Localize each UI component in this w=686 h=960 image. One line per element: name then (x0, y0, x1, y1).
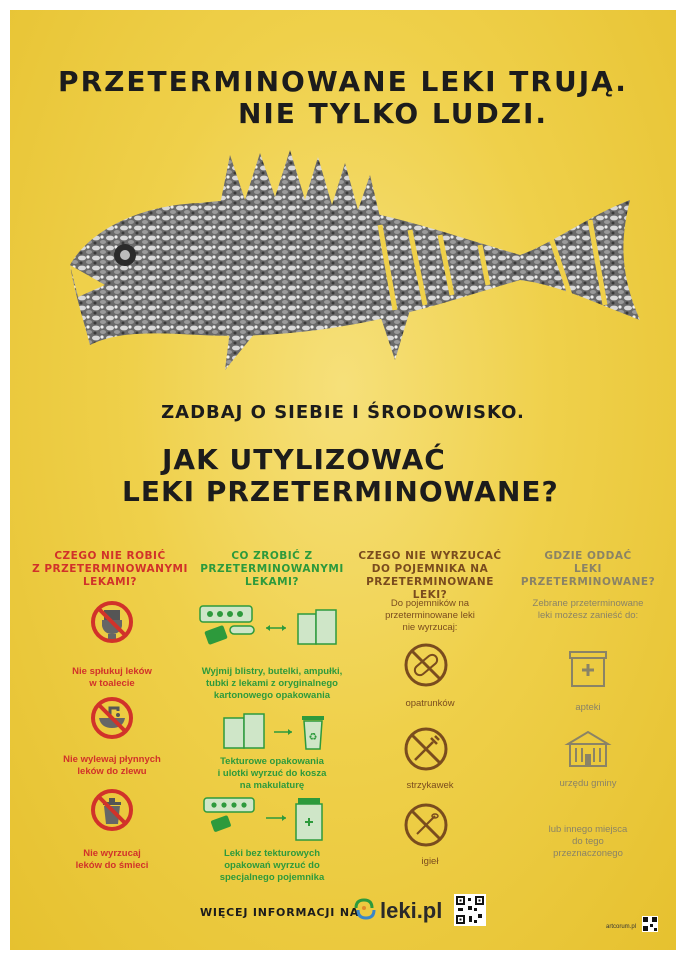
text-line: tubki z lekami z oryginalnego (206, 678, 338, 689)
town-hall-icon (562, 728, 614, 772)
column-where-title (508, 550, 668, 589)
text-line: Zebrane przeterminowane (532, 598, 644, 609)
unpack-medicines-icon (196, 600, 346, 656)
not-in-container-item-1-text: opatrunków (405, 698, 455, 709)
small-qr-code-icon (642, 916, 658, 932)
column-do-title-line: CO ZROBIĆ Z (231, 550, 313, 562)
text-line: Nie wylewaj płynnych (63, 754, 161, 765)
column-dont-title-line: LEKAMI? (82, 576, 138, 588)
text-line: lub innego miejsca (548, 824, 628, 835)
column-title-line: PRZETERMINOWANE? (520, 576, 656, 588)
text-line: i ulotki wyrzuć do kosza (217, 768, 327, 779)
footer (10, 892, 676, 942)
no-trash-icon (90, 788, 134, 832)
medicine-container-icon (200, 794, 340, 844)
not-in-container-item-3-text: igieł (421, 856, 439, 867)
not-in-container-item-2-text: strzykawek (406, 780, 454, 791)
where-intro (518, 598, 658, 622)
column-title-line: PRZETERMINOWANE LEKI? (366, 576, 494, 601)
text-line: przeznaczonego (553, 848, 623, 859)
text-line: Tekturowe opakowania (220, 756, 324, 767)
text-line: leków do zlewu (77, 766, 147, 777)
main-title (122, 444, 559, 508)
text-line: specjalnego pojemnika (219, 872, 325, 883)
main-title-line2: LEKI PRZETERMINOWANE? (122, 475, 559, 508)
not-in-container-intro (360, 598, 500, 634)
text-line: w toalecie (89, 678, 135, 689)
no-sink-icon (90, 696, 134, 740)
text-line: Do pojemników na (390, 598, 470, 609)
do-item-2-text (198, 756, 346, 792)
column-title-line: GDZIE ODDAĆ (544, 550, 632, 562)
text-line: kartonowego opakowania (213, 690, 331, 701)
column-title-line: CZEGO NIE WYRZUCAĆ (358, 550, 502, 562)
headline (10, 66, 676, 130)
column-title-line: DO POJEMNIKA NA (371, 563, 489, 575)
column-do-title-line: PRZETERMINOWANYMI (200, 563, 344, 575)
column-dont-title (30, 550, 190, 589)
do-item-1-text (188, 666, 356, 702)
column-do-title-line: LEKAMI? (244, 576, 300, 588)
do-item-3-text (198, 848, 346, 884)
headline-line2: NIE TYLKO LUDZI. (237, 97, 549, 130)
column-dont-title-line: CZEGO NIE ROBIĆ (54, 550, 166, 562)
text-line: leków do śmieci (75, 860, 149, 871)
dont-item-2-text (60, 754, 164, 778)
column-dont-title-line: Z PRZETERMINOWANYMI (32, 563, 188, 575)
text-line: Wyjmij blistry, butelki, ampułki, (201, 666, 343, 677)
brand-name[interactable]: leki.pl (380, 898, 443, 923)
pharmacy-icon (564, 646, 612, 690)
poster (10, 10, 676, 950)
text-line: na makulaturę (239, 780, 305, 791)
no-needle-icon (403, 802, 449, 848)
recycle-bin-icon (220, 710, 340, 754)
headline-line1: PRZETERMINOWANE LEKI TRUJĄ. (58, 65, 628, 98)
text-line: opakowań wyrzuć do (224, 860, 320, 871)
text-line: Leki bez tekturowych (223, 848, 321, 859)
text-line: do tego (572, 836, 604, 847)
where-item-3-text (528, 824, 648, 860)
qr-code-icon[interactable] (454, 894, 486, 926)
main-title-line1: JAK UTYLIZOWAĆ (162, 443, 446, 476)
text-line: leki możesz zanieść do: (537, 610, 639, 621)
no-bandage-icon (403, 642, 449, 688)
column-title-line: LEKI (574, 563, 602, 575)
text-line: Nie wyrzucaj (83, 848, 141, 859)
text-line: nie wyrzucaj: (402, 622, 458, 633)
more-info-text: WIĘCEJ INFORMACJI NA (200, 906, 360, 919)
fish-skeleton-illustration (50, 145, 650, 375)
column-do-title (192, 550, 352, 589)
where-item-1-text: apteki (575, 702, 601, 713)
no-toilet-icon (90, 600, 134, 644)
subheadline: ZADBAJ O SIEBIE I ŚRODOWISKO. (161, 402, 525, 423)
dont-item-1-text (60, 666, 164, 690)
text-line: przeterminowane leki (385, 610, 475, 621)
credit-text: artcorum.pl (606, 924, 637, 930)
leki-logo-icon (350, 892, 380, 922)
svg-text:♻: ♻ (308, 732, 318, 743)
where-item-2-text: urzędu gminy (559, 778, 617, 789)
no-syringe-icon (403, 726, 449, 772)
text-line: Nie spłukuj leków (72, 666, 152, 677)
column-not-in-container-title (350, 550, 510, 602)
dont-item-3-text (60, 848, 164, 872)
